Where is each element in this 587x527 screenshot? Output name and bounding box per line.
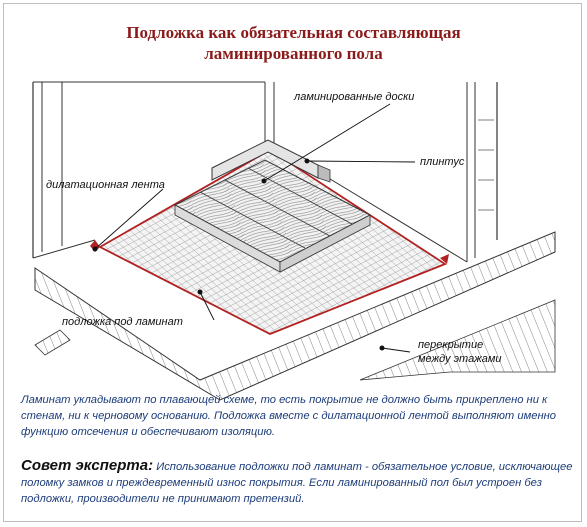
label-laminate-boards: ламинированные доски bbox=[294, 91, 415, 103]
description-text: Ламинат укладывают по плавающей схеме, то есть покрытие не должно быть прикреплено ни к стенам, ни к черновому основанию. Подложка вместе с дилатационной лентой выполняют именно функцию отсечения и обеспечивают изоляцию. bbox=[21, 394, 557, 438]
label-slab-line2: между этажами bbox=[418, 353, 502, 365]
wall-back bbox=[265, 82, 274, 150]
slab-cut-left bbox=[35, 330, 70, 355]
label-underlay: подложка под ламинат bbox=[62, 316, 183, 328]
label-skirting: плинтус bbox=[420, 156, 465, 168]
label-slab-line1: перекрытие bbox=[418, 339, 484, 351]
expert-tip-body: Использование подложки под ламинат - обязательное условие, исключающее поломку замков и преждевременный износ покрытия. Если ламинированный пол был устроен без подложки, производители не принимают претензий. bbox=[21, 461, 573, 505]
expert-tip-heading: Совет эксперта: bbox=[21, 457, 154, 474]
label-expansion-tape: дилатационная лента bbox=[46, 179, 165, 191]
title-line-1: Подложка как обязательная составляющая bbox=[126, 23, 461, 42]
expert-tip bbox=[21, 458, 581, 507]
title-line-2: ламинированного пола bbox=[204, 44, 383, 63]
